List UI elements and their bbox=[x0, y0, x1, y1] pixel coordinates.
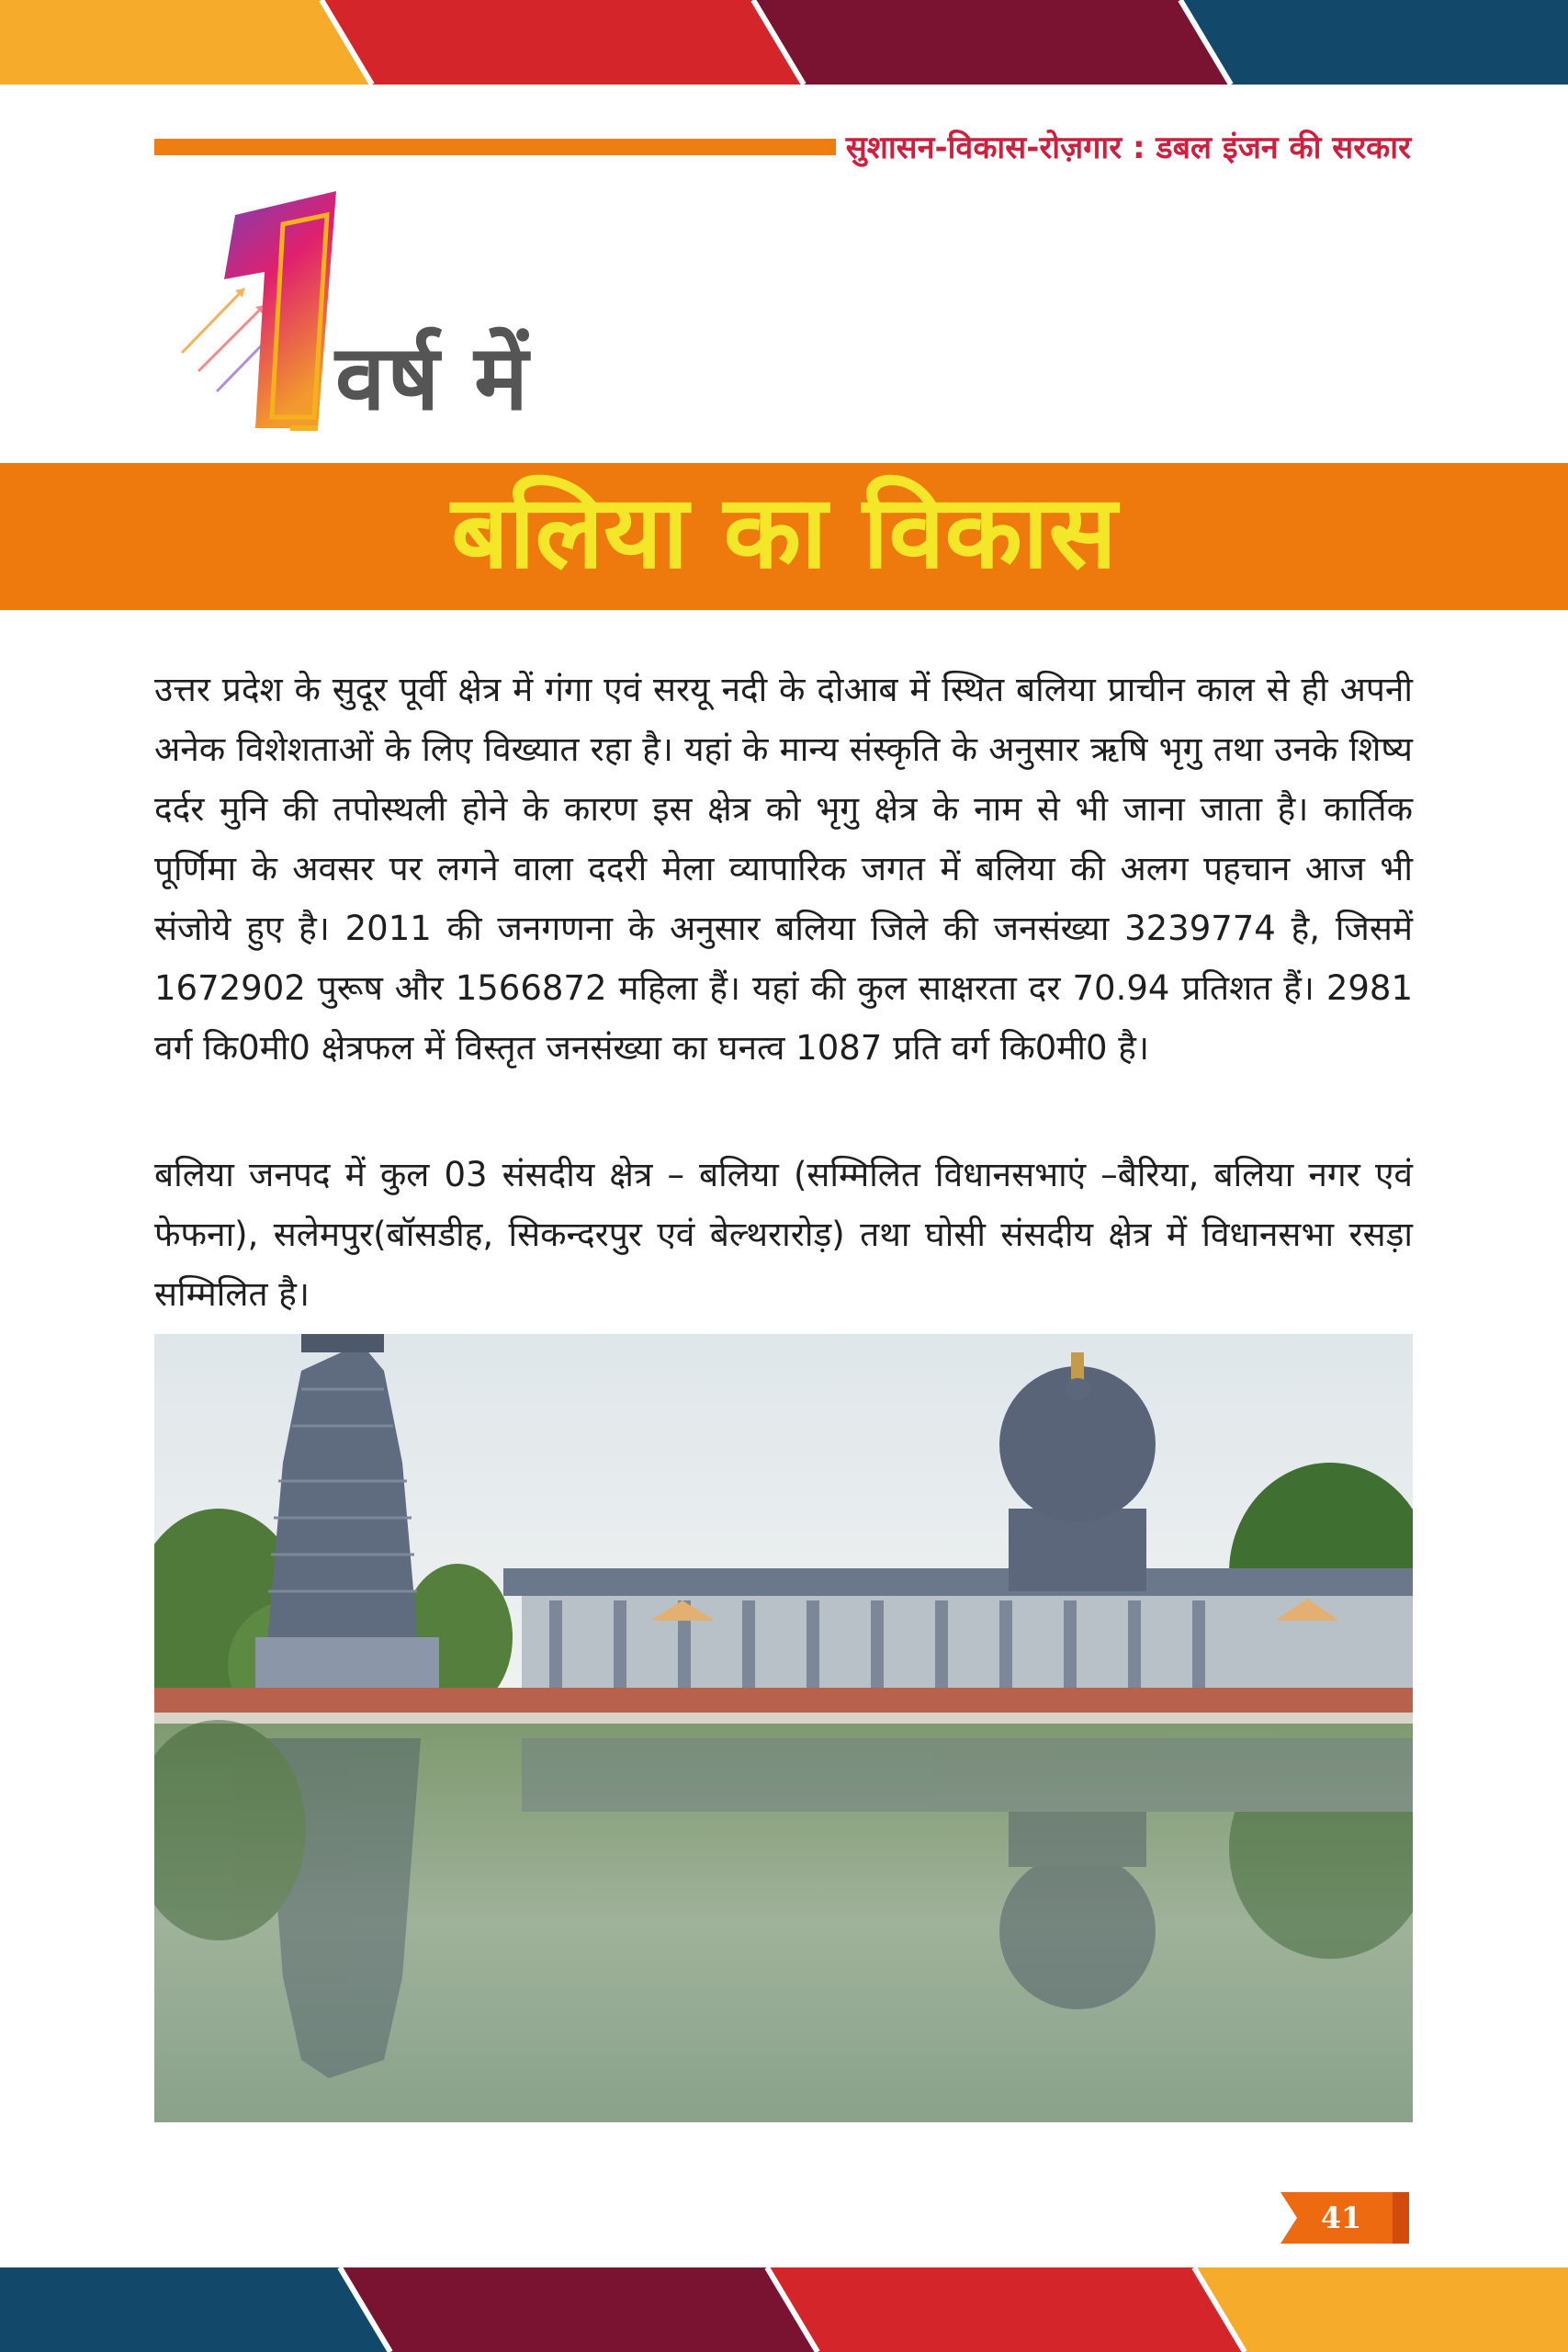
body-paragraph-2: बलिया जनपद में कुल 03 संसदीय क्षेत्र – बलिया (सम्मिलित विधानसभाएं –बैरिया, बलिया नगर एवं फेफना), सलेमपुर(बॉसडीह, सिकन्दरपुर एवं बेल्थरारोड़) तथा घोसी संसदीय क्षेत्र में विधानसभा रसड़ा सम्मिलित है। bbox=[154, 1155, 1413, 1314]
page-number: 41 bbox=[1320, 2200, 1362, 2235]
top-band-maroon-stripe bbox=[753, 0, 1231, 85]
year-caption: वर्ष में bbox=[335, 326, 530, 431]
top-band-navy-stripe bbox=[1180, 0, 1568, 85]
bottom-decorative-band bbox=[0, 2267, 1568, 2352]
bottom-band-yellow-stripe bbox=[1194, 2267, 1568, 2352]
top-band-red-stripe bbox=[321, 0, 804, 85]
page-title: बलिया का विकास bbox=[451, 473, 1117, 591]
header-tagline: सुशासन-विकास-रोज़गार : डबल इंजन की सरकार bbox=[845, 130, 1411, 166]
top-decorative-band bbox=[0, 0, 1568, 85]
bottom-band-red-stripe bbox=[767, 2267, 1245, 2352]
temple-pond-photo bbox=[154, 1334, 1413, 2122]
bottom-band-maroon-stripe bbox=[340, 2267, 818, 2352]
top-band-yellow-stripe bbox=[0, 0, 372, 85]
header-accent-rule bbox=[154, 139, 836, 155]
body-paragraph-1: उत्तर प्रदेश के सुदूर पूर्वी क्षेत्र में गंगा एवं सरयू नदी के दोआब में स्थित बलिया प्राचीन काल से ही अपनी अनेक विशेशताओं के लिए विख्यात रहा है। यहां के मान्य संस्कृति के अनुसार ऋषि भृगु तथा उनके शिष्य दर्दर मुनि की तपोस्थली होने के कारण इस क्षेत्र को भृगु क्षेत्र के नाम से भी जाना जाता है। कार्तिक पूर्णिमा के अवसर पर लगने वाला ददरी मेला व्यापारिक जगत में बलिया की अलग पहचान आज भी संजोये हुए है। 2011 की जनगणना के अनुसार बलिया जिले की जनसंख्या 3239774 है, जिसमें 1672902 पुरूष और 1566872 महिला हैं। यहां की कुल साक्षरता दर 70.94 प्रतिशत हैं। 2981 वर्ग कि0मी0 क्षेत्रफल में विस्तृत जनसंख्या का घनत्व 1087 प्रति वर्ग कि0मी0 है। bbox=[154, 670, 1413, 1068]
bottom-band-navy-stripe bbox=[0, 2267, 390, 2352]
title-band bbox=[0, 463, 1568, 610]
